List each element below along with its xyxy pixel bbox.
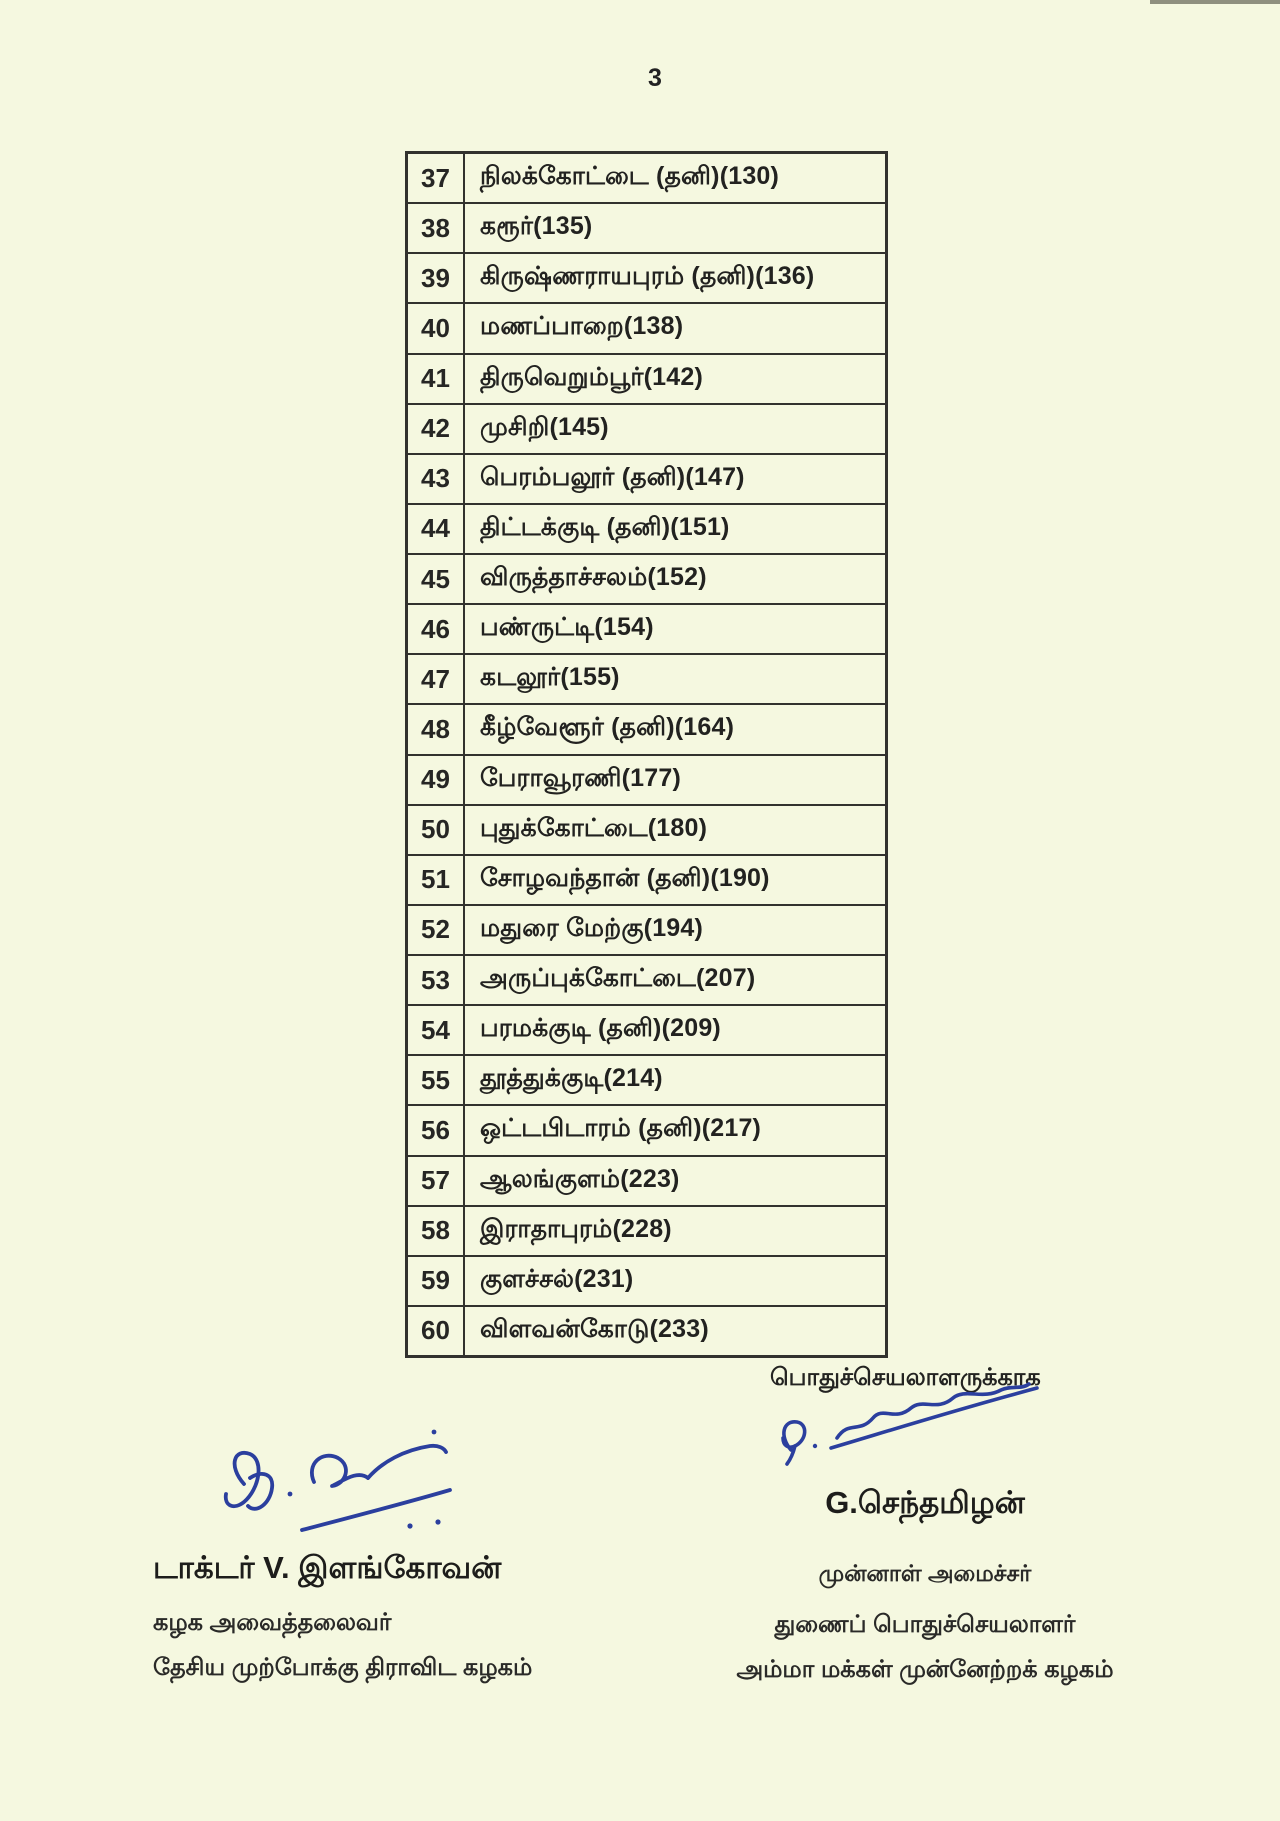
table-row: [408, 605, 885, 655]
constituency-name: இராதாபுரம்(228): [480, 1214, 672, 1243]
constituency-name: நிலக்கோட்டை (தனி)(130): [480, 162, 780, 191]
table-row: [408, 705, 885, 755]
table-row: [408, 154, 885, 204]
row-serial-number: 37: [408, 154, 465, 202]
row-serial-number: 39: [408, 254, 465, 302]
constituency-name: திட்டக்குடி (தனி)(151): [480, 512, 730, 541]
row-serial-number: 51: [408, 856, 465, 904]
signature-ink-icon: [745, 1380, 1085, 1475]
constituency-name: தூத்துக்குடி(214): [480, 1064, 663, 1093]
table-row: [408, 355, 885, 405]
table-row: [408, 1006, 885, 1056]
row-serial-number: 53: [408, 956, 465, 1004]
table-row: [408, 405, 885, 455]
table-row: [408, 304, 885, 354]
constituency-name: திருவெறும்பூர்(142): [480, 362, 704, 391]
constituency-name: பரமக்குடி (தனி)(209): [480, 1014, 721, 1043]
table-row: [408, 1207, 885, 1257]
table-row: [408, 956, 885, 1006]
constituency-table: [405, 151, 888, 1358]
constituency-name: பேராவூரணி(177): [480, 763, 681, 792]
table-row: [408, 204, 885, 254]
constituency-name: மணப்பாறை(138): [480, 312, 684, 341]
right-signatory-name: G.செந்தமிழன்: [825, 1485, 1025, 1520]
row-serial-number: 54: [408, 1006, 465, 1054]
row-serial-number: 48: [408, 705, 465, 753]
table-row: [408, 756, 885, 806]
constituency-name: கிருஷ்ணராயபுரம் (தனி)(136): [480, 262, 815, 291]
table-row: [408, 254, 885, 304]
row-serial-number: 40: [408, 304, 465, 352]
constituency-name: குளச்சல்(231): [480, 1264, 634, 1293]
constituency-name: கரூர்(135): [480, 212, 593, 241]
row-serial-number: 50: [408, 806, 465, 854]
right-signatory-title-deputy-general-secretary: துணைப் பொதுச்செயலாளர்: [774, 1611, 1076, 1638]
table-row: [408, 555, 885, 605]
constituency-name: ஆலங்குளம்(223): [480, 1164, 680, 1193]
row-serial-number: 55: [408, 1056, 465, 1104]
left-signature: [198, 1422, 488, 1557]
table-row: [408, 505, 885, 555]
row-serial-number: 47: [408, 655, 465, 703]
table-row: [408, 856, 885, 906]
row-serial-number: 58: [408, 1207, 465, 1255]
constituency-name: அருப்புக்கோட்டை(207): [480, 964, 756, 993]
table-row: [408, 455, 885, 505]
row-serial-number: 42: [408, 405, 465, 453]
left-signatory-title-party-chairman: கழக அவைத்தலைவர்: [153, 1609, 392, 1636]
table-row: [408, 1106, 885, 1156]
row-serial-number: 57: [408, 1157, 465, 1205]
signature-ink-icon: [198, 1422, 488, 1557]
constituency-name: முசிறி(145): [480, 412, 609, 441]
constituency-name: கடலூர்(155): [480, 663, 620, 692]
constituency-name: பண்ருட்டி(154): [480, 613, 654, 642]
table-row: [408, 906, 885, 956]
row-serial-number: 41: [408, 355, 465, 403]
constituency-name: கீழ்வேளூர் (தனி)(164): [480, 713, 735, 742]
scan-edge-artifact: [1150, 0, 1280, 4]
row-serial-number: 44: [408, 505, 465, 553]
left-signatory-name: டாக்டர் V. இளங்கோவன்: [153, 1550, 502, 1585]
row-serial-number: 49: [408, 756, 465, 804]
left-signatory-party: தேசிய முற்போக்கு திராவிட கழகம்: [153, 1654, 533, 1681]
table-row: [408, 806, 885, 856]
constituency-name: புதுக்கோட்டை(180): [480, 813, 708, 842]
table-row: [408, 1257, 885, 1307]
right-signatory-party: அம்மா மக்கள் முன்னேற்றக் கழகம்: [736, 1656, 1114, 1683]
row-serial-number: 46: [408, 605, 465, 653]
constituency-name: விளவன்கோடு(233): [480, 1314, 709, 1343]
row-serial-number: 38: [408, 204, 465, 252]
row-serial-number: 43: [408, 455, 465, 503]
row-serial-number: 60: [408, 1307, 465, 1355]
row-serial-number: 59: [408, 1257, 465, 1305]
right-signatory-title-former-minister: முன்னாள் அமைச்சர்: [818, 1560, 1032, 1586]
constituency-name: பெரம்பலூர் (தனி)(147): [480, 462, 745, 491]
right-signature: [745, 1380, 1085, 1475]
table-row: [408, 1307, 885, 1355]
table-row: [408, 1056, 885, 1106]
constituency-name: விருத்தாச்சலம்(152): [480, 563, 707, 592]
page-number: 3: [648, 64, 662, 92]
table-row: [408, 655, 885, 705]
row-serial-number: 52: [408, 906, 465, 954]
row-serial-number: 45: [408, 555, 465, 603]
table-row: [408, 1157, 885, 1207]
constituency-name: ஒட்டபிடாரம் (தனி)(217): [480, 1114, 762, 1143]
constituency-name: மதுரை மேற்கு(194): [480, 913, 704, 942]
for-general-secretary-label: பொதுச்செயலாளருக்காக: [770, 1364, 1041, 1391]
constituency-name: சோழவந்தான் (தனி)(190): [480, 863, 770, 892]
row-serial-number: 56: [408, 1106, 465, 1154]
